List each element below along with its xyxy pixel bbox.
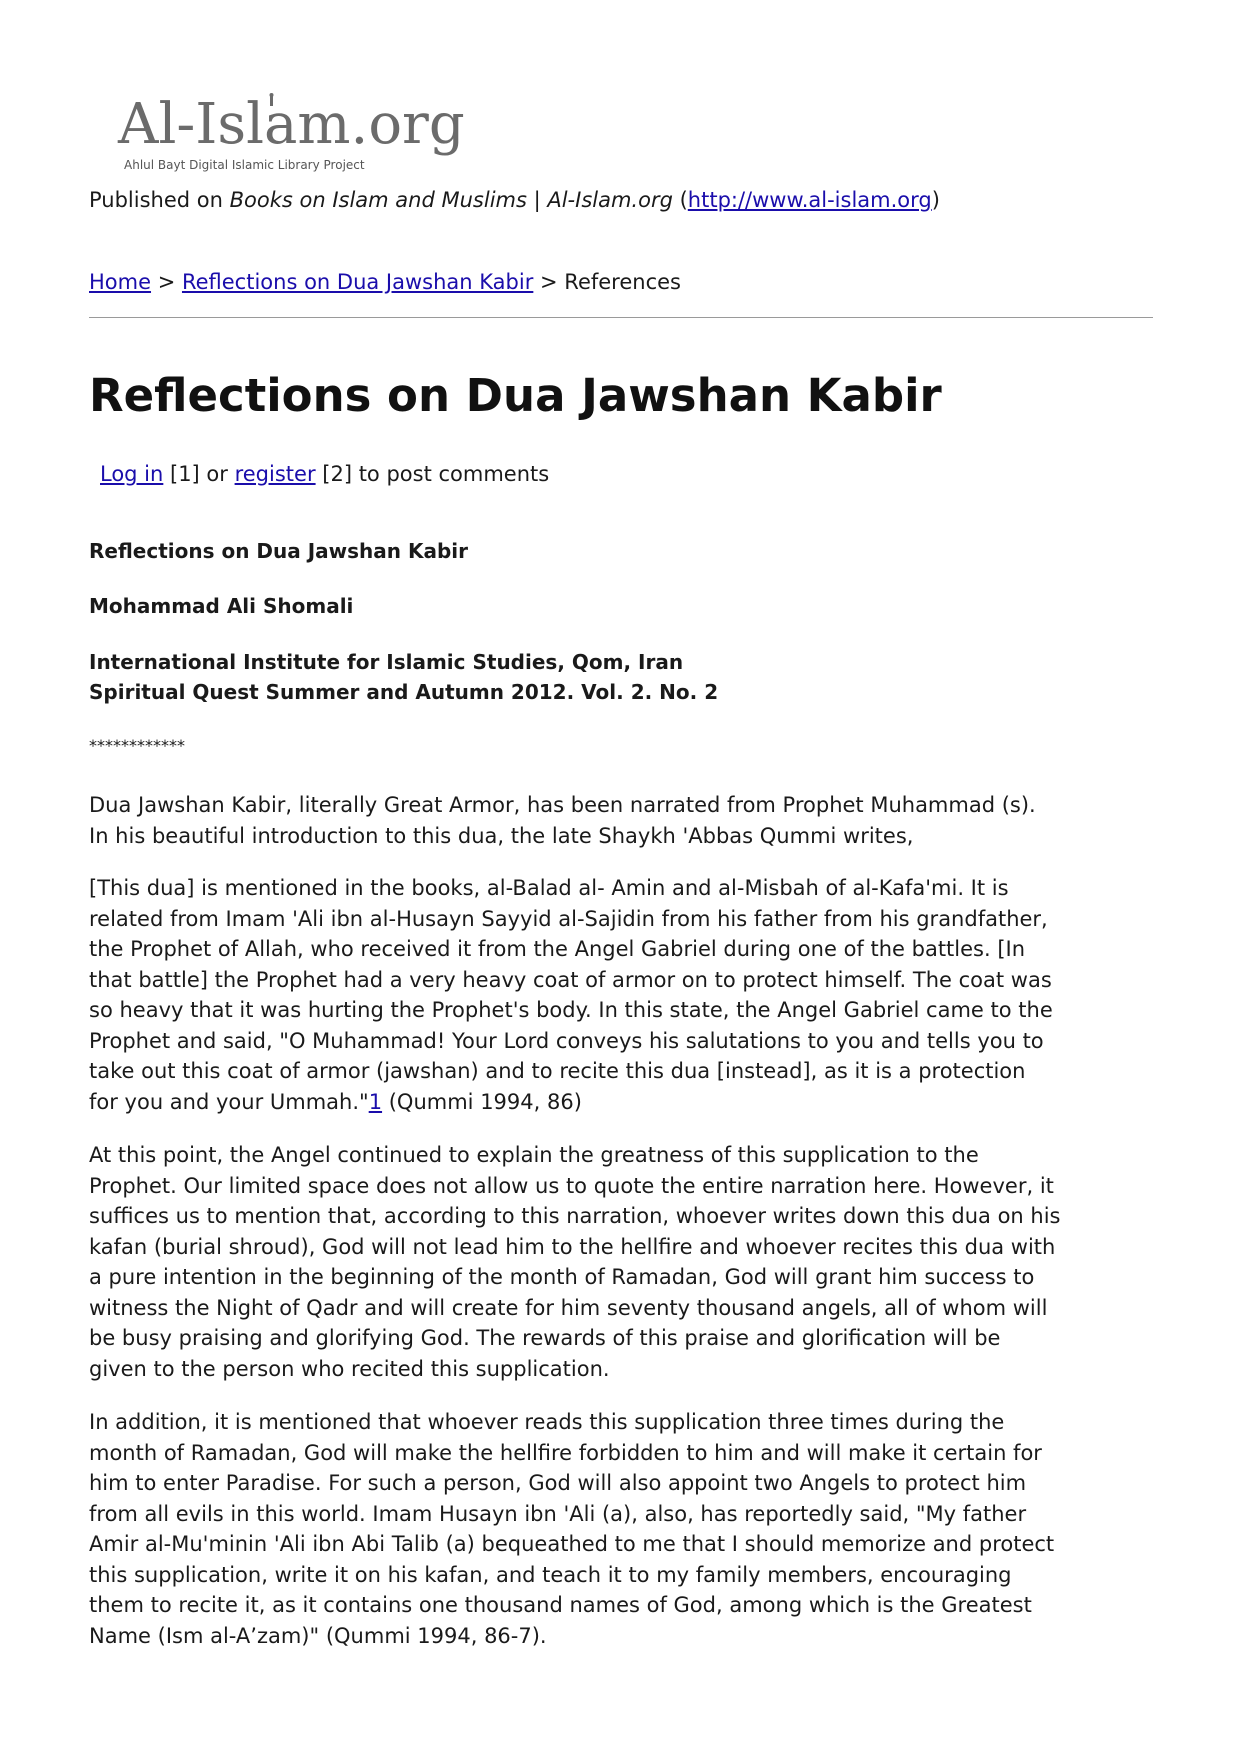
author-name: Mohammad Ali Shomali: [89, 594, 354, 618]
paragraph-2-text: [This dua] is mentioned in the books, al-Balad al- Amin and al-Misbah of al-Kafa'mi. It is related from Imam 'Ali ibn al-Husayn Sayyid al-Sajidin from his father from his grandfather, the Prophet of Allah, who received it from the Angel Gabriel during one of the battles. [In that battle] the Prophet had a very heavy coat of armor on to protect himself. The coat was so heavy that it was hurting the Prophet's body. In this state, the Angel Gabriel came to the Prophet and said, "O Muhammad! Your Lord conveys his salutations to you and tells you to take out this coat of armor (jawshan) and to recite this dua [instead], as it is a protection for you and your Ummah.": [89, 876, 1053, 1114]
section-separator: ************: [89, 736, 185, 755]
site-url-link[interactable]: http://www.al-islam.org: [687, 188, 932, 212]
logo-tagline: Ahlul Bayt Digital Islamic Library Project: [124, 158, 365, 172]
journal-reference: Spiritual Quest Summer and Autumn 2012. Vol. 2. No. 2: [89, 680, 719, 704]
paragraph-3: At this point, the Angel continued to explain the greatness of this supplication to the Prophet. Our limited space does not allow us to quote the entire narration here. However, it suffices us to mention that, according to this narration, whoever writes down this dua on his kafan (burial shroud), God will not lead him to the hellfire and whoever recites this dua with a pure intention in the beginning of the month of Ramadan, God will grant him success to witness the Night of Qadr and will create for him seventy thousand angels, all of whom will be busy praising and glorifying God. The rewards of this praise and glorification will be given to the person who recited this supplication.: [89, 1143, 1061, 1381]
breadcrumb: [89, 268, 681, 296]
ref-2-text: [2] to post comments: [315, 462, 550, 486]
published-line: [89, 186, 940, 214]
close-paren: ): [931, 188, 940, 212]
published-prefix: Published on: [89, 188, 230, 212]
page-title: Reflections on Dua Jawshan Kabir: [89, 369, 942, 422]
footnote-link[interactable]: 1: [368, 1089, 383, 1114]
paragraph-2: [89, 873, 1155, 1117]
comments-prompt: [100, 460, 549, 488]
paragraph-1: Dua Jawshan Kabir, literally Great Armor, has been narrated from Prophet Muhammad (s). In his beautiful introduction to this dua, the late Shaykh 'Abbas Qummi writes,: [89, 793, 1036, 848]
site-name: Books on Islam and Muslims | Al-Islam.org: [229, 188, 673, 212]
paragraph-4: In addition, it is mentioned that whoever reads this supplication three times during the month of Ramadan, God will make the hellfire forbidden to him and will make it certain for him to enter Paradise. For such a person, God will also appoint two Angels to protect him from all evils in this world. Imam Husayn ibn 'Ali (a), also, has reportedly said, "My father Amir al-Mu'minin 'Ali ibn Abi Talib (a) bequeathed to me that I should memorize and protect this supplication, write it on his kafan, and teach it to my family members, encouraging them to recite it, as it contains one thousand names of God, among which is the Greatest Name (Ism al-A’zam)" (Qummi 1994, 86-7).: [89, 1410, 1055, 1648]
breadcrumb-home-link[interactable]: Home: [89, 270, 152, 294]
institute-name: International Institute for Islamic Studies, Qom, Iran: [89, 650, 684, 674]
breadcrumb-separator: >: [151, 270, 182, 294]
open-paren: (: [672, 188, 688, 212]
ref-1-text: [1] or: [163, 462, 235, 486]
breadcrumb-separator: >: [533, 270, 565, 294]
breadcrumb-current: References: [564, 270, 681, 294]
paragraph-2-tail: (Qummi 1994, 86): [382, 1089, 582, 1114]
site-logo[interactable]: [118, 92, 478, 178]
register-link[interactable]: register: [234, 462, 316, 486]
header-divider: [89, 317, 1153, 318]
book-title-heading: Reflections on Dua Jawshan Kabir: [89, 539, 468, 563]
logo-wordmark: Al-Islam.org: [118, 92, 465, 157]
breadcrumb-book-link[interactable]: Reflections on Dua Jawshan Kabir: [181, 270, 534, 294]
login-link[interactable]: Log in: [100, 462, 164, 486]
